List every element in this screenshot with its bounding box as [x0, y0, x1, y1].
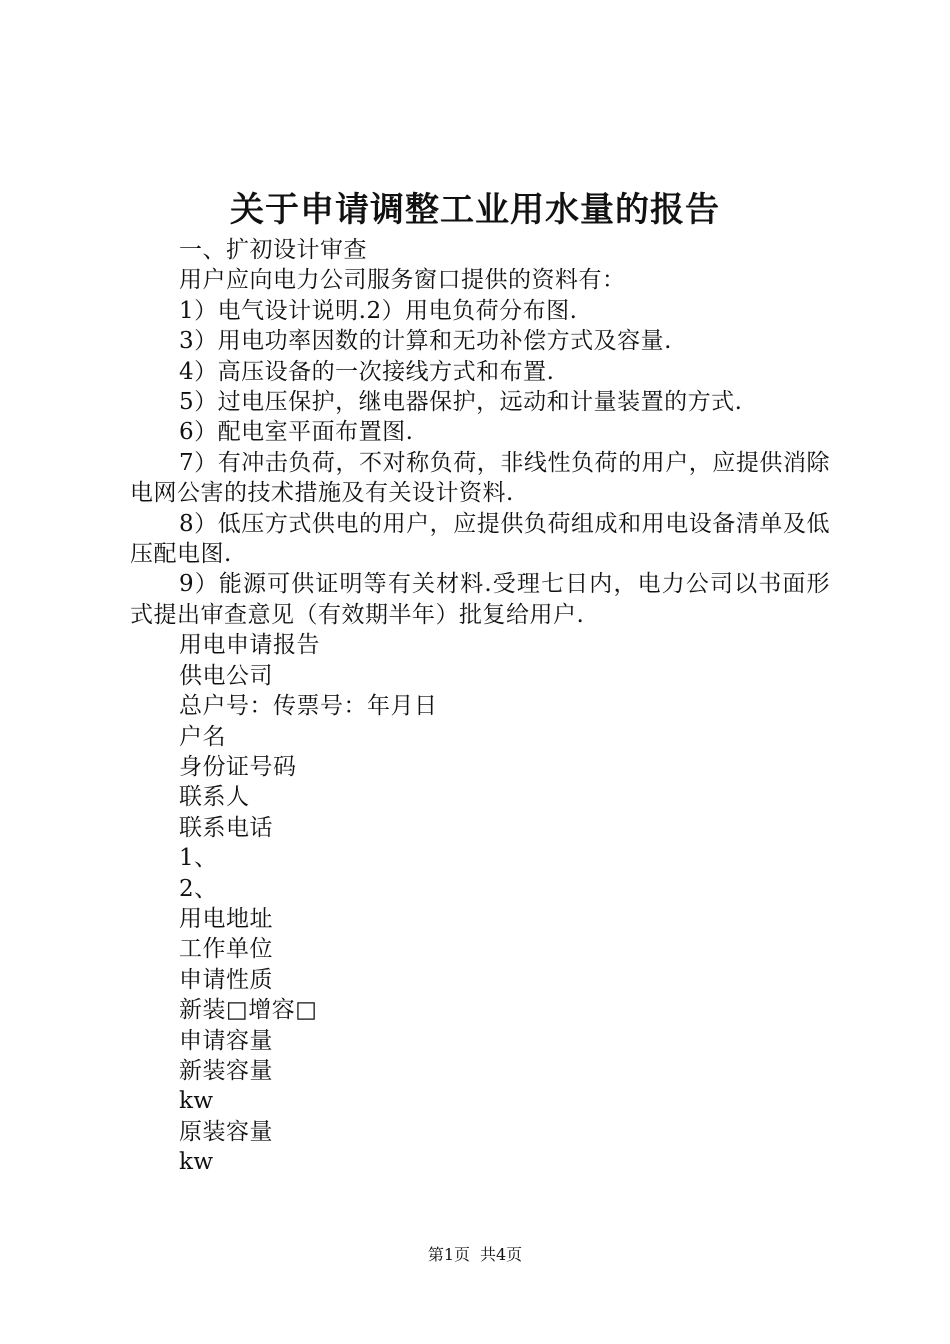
- list-item: 6）配电室平面布置图.: [179, 419, 414, 446]
- form-line: kw: [179, 1149, 214, 1176]
- list-item: 8）低压方式供电的用户，应提供负荷组成和用电设备清单及低压配电图.: [130, 510, 830, 568]
- form-line: 用电地址: [179, 905, 273, 932]
- form-line: 供电公司: [179, 662, 273, 689]
- form-line: 2、: [179, 875, 218, 902]
- page-total: 共4页: [480, 1245, 523, 1264]
- paragraph: 用户应向电力公司服务窗口提供的资料有：: [179, 267, 626, 294]
- list-item: 7）有冲击负荷，不对称负荷，非线性负荷的用户，应提供消除电网公害的技术措施及有关设计资料.: [130, 449, 830, 507]
- list-item: 9）能源可供证明等有关材料.受理七日内，电力公司以书面形式提出审查意见（有效期半年）批复给用户.: [130, 571, 830, 628]
- form-line: 新装□增容□: [179, 997, 318, 1024]
- document-title: 关于申请调整工业用水量的报告: [230, 190, 720, 230]
- form-line: 申请性质: [179, 966, 273, 993]
- form-line: 联系电话: [179, 814, 273, 841]
- form-line: 新装容量: [179, 1057, 273, 1084]
- list-item: 4）高压设备的一次接线方式和布置.: [179, 358, 555, 385]
- list-item: 5）过电压保护，继电器保护，远动和计量装置的方式.: [179, 389, 743, 416]
- form-line: 1、: [179, 845, 218, 872]
- page-number: 第1页: [427, 1245, 470, 1264]
- list-item: 1）电气设计说明.2）用电负荷分布图.: [179, 297, 578, 324]
- form-line: kw: [179, 1088, 214, 1115]
- form-line: 身份证号码: [179, 753, 297, 780]
- page-footer: [0, 1243, 950, 1267]
- form-heading: 用电申请报告: [179, 632, 320, 659]
- document-body: [130, 235, 830, 1178]
- section-heading: 一、扩初设计审查: [179, 237, 367, 263]
- form-line: 工作单位: [179, 936, 273, 963]
- form-line: 户名: [179, 723, 226, 750]
- form-line: 联系人: [179, 784, 250, 811]
- form-line: 申请容量: [179, 1027, 273, 1054]
- list-item: 3）用电功率因数的计算和无功补偿方式及容量.: [179, 328, 672, 355]
- form-line: 总户号：传票号：年月日: [179, 693, 438, 720]
- form-line: 原装容量: [179, 1118, 273, 1145]
